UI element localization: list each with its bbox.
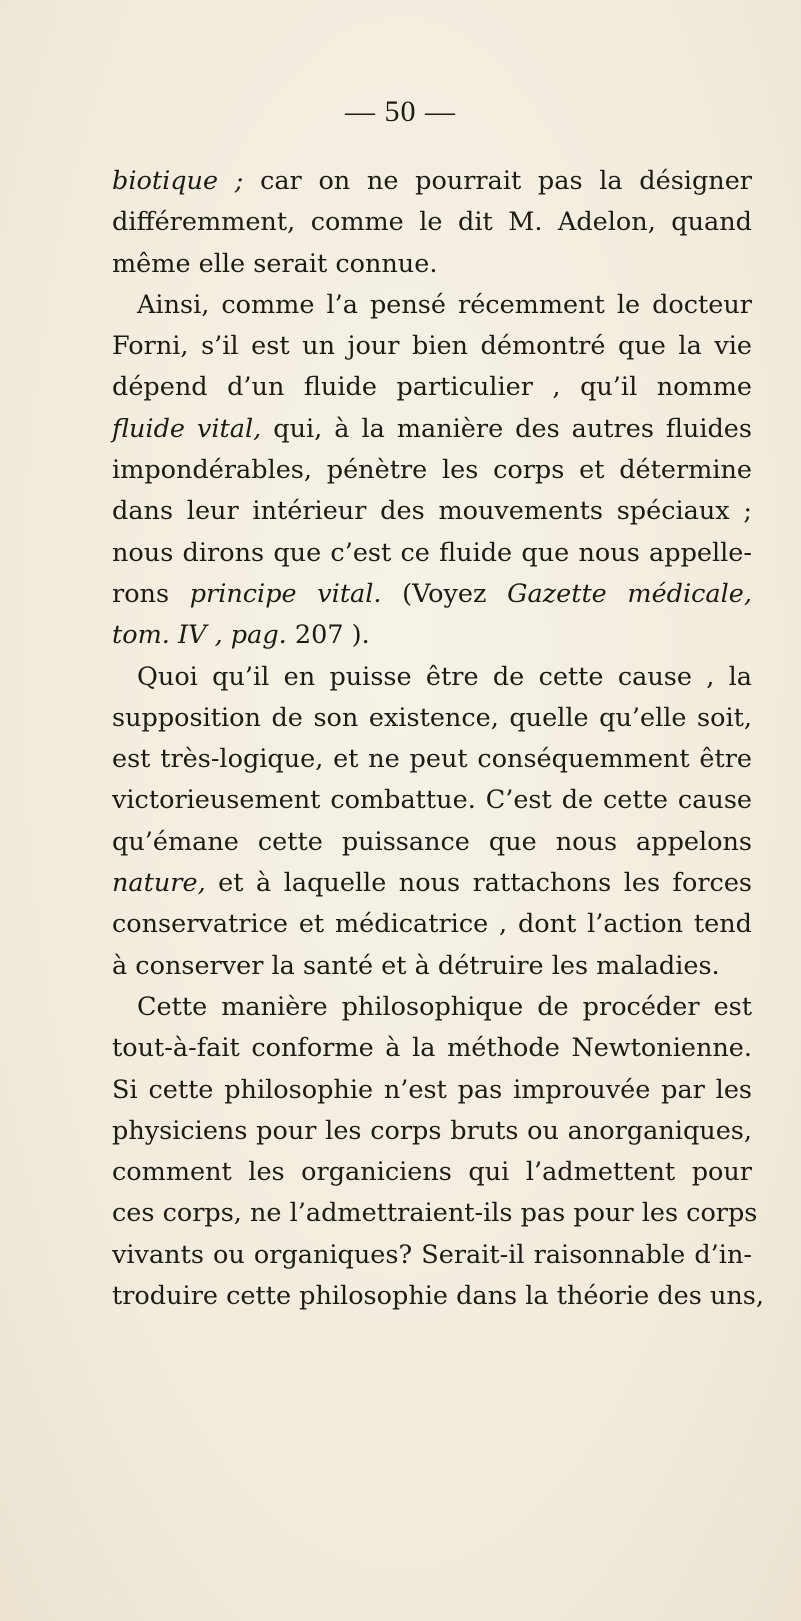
italic-text: nature, <box>112 868 206 899</box>
text-span: physiciens pour les corps bruts ou anorganiques, <box>112 1115 752 1146</box>
text-span: Cette manière philosophique de procéder est <box>137 991 752 1022</box>
text-span: car on ne pourrait pas la désigner <box>243 166 752 196</box>
italic-text: principe vital. <box>189 578 382 609</box>
text-span: victorieusement combattue. C’est de cette cause <box>112 785 752 816</box>
body-text <box>112 161 764 1317</box>
page-number: — 50 — <box>345 95 456 128</box>
text-line <box>112 1028 752 1069</box>
text-span: dans leur intérieur des mouvements spéciaux ; <box>112 496 752 527</box>
text-line <box>112 615 752 656</box>
text-span: impondérables, pénètre les corps et détermine <box>112 455 752 486</box>
italic-text: Gazette médicale, <box>507 578 752 609</box>
text-span: conservatrice et médicatrice , dont l’action tend <box>112 909 752 940</box>
text-span: Si cette philosophie n’est pas improuvée par les <box>112 1074 752 1105</box>
text-span: Forni, s’il est un jour bien démontré que la vie <box>112 331 752 362</box>
text-span: qu’émane cette puissance que nous appelons <box>112 826 752 857</box>
text-line <box>112 822 752 863</box>
text-line <box>112 1235 752 1276</box>
text-span: à conserver la santé et à détruire les maladies. <box>112 950 720 981</box>
text-line <box>112 244 752 285</box>
text-line <box>112 739 752 780</box>
text-line <box>112 1152 752 1193</box>
text-line <box>112 367 752 408</box>
text-span: même elle serait connue. <box>112 248 438 279</box>
text-span: Quoi qu’il en puisse être de cette cause , la <box>137 661 752 692</box>
text-span: rons <box>112 578 190 609</box>
text-span: et à laquelle nous rattachons les forces <box>205 868 752 899</box>
text-span: comment les organiciens qui l’admettent pour <box>112 1157 752 1188</box>
text-line <box>112 657 752 698</box>
text-line <box>112 326 752 367</box>
text-line <box>112 946 752 987</box>
text-line <box>112 780 752 821</box>
text-span: vivants ou organiques? Serait-il raisonnable d’in- <box>112 1239 752 1270</box>
text-line <box>112 533 752 574</box>
text-span: tout-à-fait conforme à la méthode Newtonienne. <box>112 1033 752 1064</box>
text-line <box>112 574 752 615</box>
text-line <box>112 161 752 202</box>
italic-text: fluide vital, <box>112 413 262 444</box>
text-line <box>112 1070 752 1111</box>
text-line <box>112 863 752 904</box>
text-line <box>112 285 752 326</box>
text-line <box>112 698 752 739</box>
text-span: 207 ). <box>286 620 370 651</box>
text-line <box>112 1276 764 1317</box>
italic-text: tom. IV , pag. <box>112 620 287 651</box>
text-span: troduire cette philosophie dans la théorie des uns, <box>112 1281 764 1312</box>
text-span: Ainsi, comme l’a pensé récemment le docteur <box>137 289 752 320</box>
italic-text: biotique ; <box>112 166 244 196</box>
text-line <box>112 409 752 450</box>
text-line <box>112 1193 758 1234</box>
text-span: (Voyez <box>381 578 508 609</box>
text-span: nous dirons que c’est ce fluide que nous appelle- <box>112 537 752 568</box>
text-span: supposition de son existence, quelle qu’elle soit, <box>112 702 752 733</box>
text-line <box>112 491 752 532</box>
text-line <box>112 1111 752 1152</box>
text-span: dépend d’un fluide particulier , qu’il nomme <box>112 372 752 403</box>
text-span: qui, à la manière des autres fluides <box>261 413 752 444</box>
text-line <box>112 904 752 945</box>
text-span: est très-logique, et ne peut conséquemment être <box>112 744 752 775</box>
text-span: ces corps, ne l’admettraient-ils pas pour les corps <box>112 1198 758 1229</box>
text-line <box>112 450 752 491</box>
text-span: différemment, comme le dit M. Adelon, quand <box>112 207 752 238</box>
text-line <box>112 202 752 243</box>
text-line <box>112 987 752 1028</box>
